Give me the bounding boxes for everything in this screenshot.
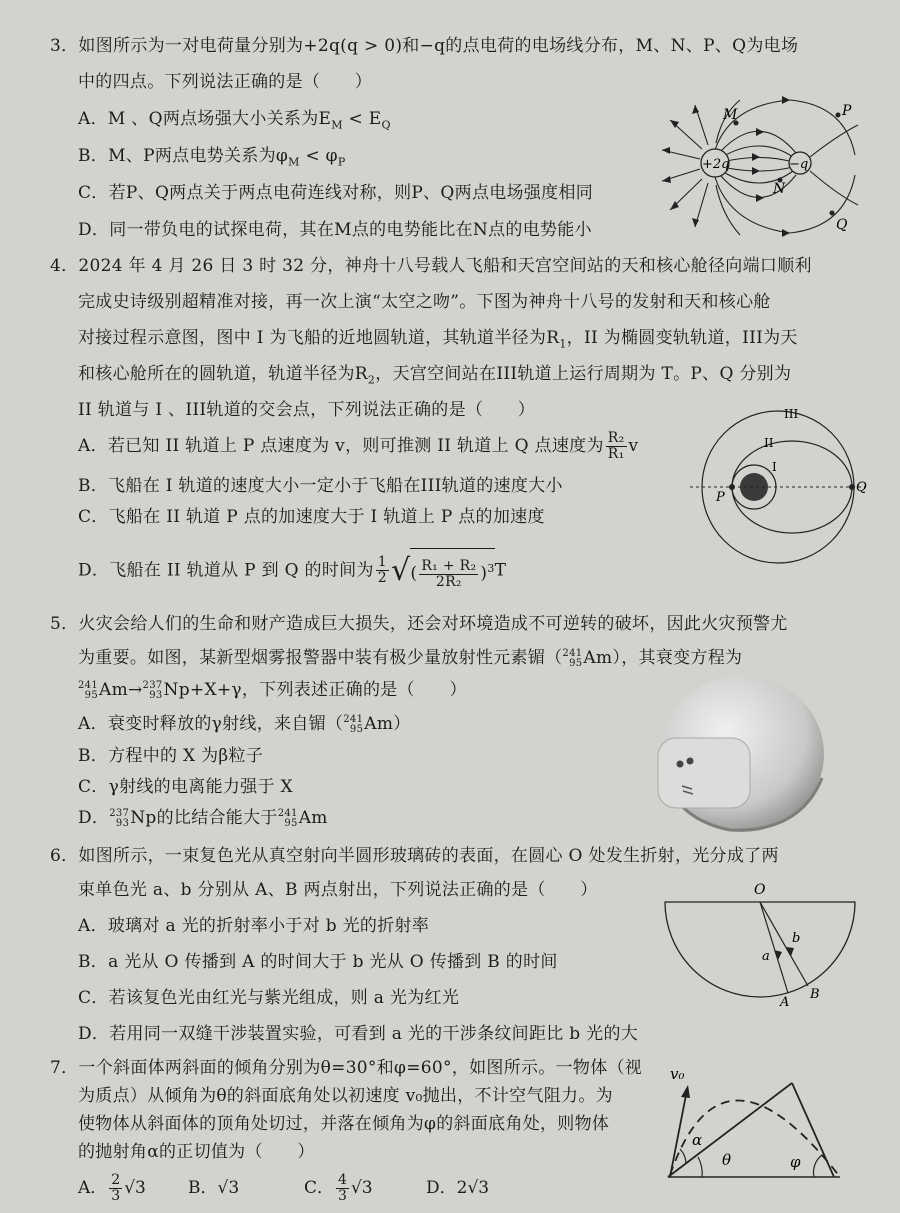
q7-option-d: D．2√3 bbox=[426, 1178, 490, 1198]
q7-option-b: B．√3 bbox=[188, 1178, 240, 1198]
q5-option-c: C．γ射线的电离能力强于 X bbox=[78, 777, 293, 797]
q7-fig-v0-label: v₀ bbox=[670, 1065, 685, 1083]
q4-fig-orbit-i-label: I bbox=[772, 460, 777, 474]
q5-decay-equation: 241 95 Am→ 237 93 Np+X+γ，下列表述正确的是（ ） bbox=[78, 679, 467, 701]
q6-stem-line2: 束单色光 a、b 分别从 A、B 两点射出，下列说法正确的是（ ） bbox=[78, 880, 598, 900]
q4-option-b: B．飞船在 I 轨道的速度大小一定小于飞船在III轨道的速度大小 bbox=[78, 476, 563, 496]
q4-option-c: C．飞船在 II 轨道 P 点的加速度大于 I 轨道上 P 点的加速度 bbox=[78, 507, 545, 527]
q4-stem-line2: 完成史诗级别超精准对接，再一次上演“太空之吻”。下图为神舟十八号的发射和天和核心舱 bbox=[78, 292, 771, 312]
q3-option-d: D．同一带负电的试探电荷，其在M点的电势能比在N点的电势能小 bbox=[78, 220, 592, 240]
q3-stem-line1: 3．如图所示为一对电荷量分别为+2q(q > 0)和−q的点电荷的电场线分布，M、N、P、Q为电场 bbox=[50, 36, 799, 56]
q6-option-c: C．若该复色光由红光与紫光组成，则 a 光为红光 bbox=[78, 988, 460, 1008]
q3-fig-q-label: Q bbox=[836, 217, 848, 233]
q4-stem-line5: II 轨道与 I 、III轨道的交会点，下列说法正确的是（ ） bbox=[78, 400, 536, 420]
q7-stem-line2: 为质点）从倾角为θ的斜面底角处以初速度 v₀抛出，不计空气阻力。为 bbox=[78, 1086, 613, 1106]
q4-option-d: D．飞船在 II 轨道从 P 到 Q 的时间为 $\frac{1}{2}$ √( $\frac{\text{R₁ + R₂}}{\text{2R₂}}$ )$^3$T bbox=[78, 548, 506, 594]
q5-smoke-detector-photo bbox=[650, 668, 830, 838]
q4-fig-p-label: P bbox=[716, 490, 725, 505]
q6-option-b: B．a 光从 O 传播到 A 的时间大于 b 光从 O 传播到 B 的时间 bbox=[78, 952, 558, 972]
q6-stem-line1: 6．如图所示，一束复色光从真空射向半圆形玻璃砖的表面，在圆心 O 处发生折射，光分成了两 bbox=[50, 846, 779, 866]
q5-stem-line2: 为重要。如图，某新型烟雾报警器中装有极少量放射性元素镅（ 241 95 Am），其衰变方程为 bbox=[78, 647, 743, 669]
q7-fig-phi-label: φ bbox=[790, 1153, 801, 1171]
q7-option-c: C． $\frac{4}{3}$ √3 bbox=[304, 1172, 373, 1204]
q5-option-a: A．衰变时释放的γ射线，来自镅（ 241 95 Am） bbox=[78, 713, 411, 735]
q4-fig-orbit-ii-label: II bbox=[764, 436, 774, 450]
q5-option-d: D． 237 93 Np的比结合能大于 241 95 Am bbox=[78, 807, 328, 829]
q4-fig-orbit-iii-label: III bbox=[784, 407, 799, 421]
q5-option-b: B．方程中的 X 为β粒子 bbox=[78, 746, 264, 766]
q6-option-a: A．玻璃对 a 光的折射率小于对 b 光的折射率 bbox=[78, 916, 430, 936]
q3-option-c: C．若P、Q两点关于两点电荷连线对称，则P、Q两点电场强度相同 bbox=[78, 183, 594, 203]
q3-fig-m-label: M bbox=[723, 107, 738, 123]
q4-stem-line3: 对接过程示意图，图中 I 为飞船的近地圆轨道，其轨道半径为$R_1$，II 为椭圆变轨轨道，III为天 bbox=[78, 328, 798, 351]
q4-stem-line4: 和核心舱所在的圆轨道，轨道半径为$R_2$，天宫空间站在III轨道上运行周期为 T。P、Q 分别为 bbox=[78, 364, 792, 387]
q6-fig-A-label: A bbox=[780, 995, 790, 1010]
q6-fig-b-ray-label: b bbox=[792, 931, 801, 946]
q4-orbit-figure bbox=[680, 405, 875, 565]
q6-option-d: D．若用同一双缝干涉装置实验，可看到 a 光的干涉条纹间距比 b 光的大 bbox=[78, 1024, 639, 1044]
q3-field-line-figure bbox=[660, 95, 865, 240]
q7-fig-theta-label: θ bbox=[722, 1151, 732, 1169]
q3-fig-n-label: N bbox=[773, 181, 786, 197]
q3-fig-p-label: P bbox=[842, 103, 852, 119]
q4-d-half: $\frac{1}{2}$ bbox=[377, 554, 387, 587]
q6-fig-o-label: O bbox=[754, 882, 766, 898]
q6-fig-a-ray-label: a bbox=[762, 949, 770, 964]
q3-option-a: A．M 、Q两点场强大小关系为$E_M < E_Q$ bbox=[78, 109, 391, 132]
q6-fig-B-label: B bbox=[810, 987, 820, 1002]
q3-fig-pos-charge-label: +2q bbox=[702, 157, 730, 172]
q4-fig-q-label: Q bbox=[856, 480, 867, 495]
q7-option-a: A． $\frac{2}{3}$ √3 bbox=[78, 1172, 146, 1204]
q4-stem-line1: 4．2024 年 4 月 26 日 3 时 32 分，神舟十八号载人飞船和天宫空间站的天和核心舱径向端口顺利 bbox=[50, 256, 812, 276]
q7-stem-line1: 7．一个斜面体两斜面的倾角分别为θ=30°和φ=60°，如图所示。一物体（视 bbox=[50, 1058, 643, 1078]
q7-stem-line3: 使物体从斜面体的顶角处切过，并落在倾角为φ的斜面底角处，则物体 bbox=[78, 1114, 610, 1134]
q7-fig-alpha-label: α bbox=[692, 1131, 703, 1149]
q6-semicircle-glass-figure bbox=[660, 880, 860, 1010]
q4-a-fraction: $\frac{\text{R₂}}{\text{R₁}}$ bbox=[607, 430, 625, 462]
q3-stem-line2: 中的四点。下列说法正确的是（ ） bbox=[78, 72, 373, 92]
q7-incline-projectile-figure bbox=[662, 1055, 847, 1185]
q4-option-a: A．若已知 II 轨道上 P 点速度为 v，则可推测 II 轨道上 Q 点速度为 $\frac{\text{R₂}}{\text{R₁}}$ v bbox=[78, 430, 639, 462]
q4-d-inner-fraction: $\frac{\text{R₁ + R₂}}{\text{2R₂}}$ bbox=[421, 557, 477, 590]
q7-stem-line4: 的抛射角α的正切值为（ ） bbox=[78, 1142, 315, 1162]
q3-fig-neg-charge-label: −q bbox=[789, 157, 809, 172]
q3-option-b: B．M、P两点电势关系为$\varphi_M < \varphi_P$ bbox=[78, 146, 346, 169]
q5-stem-line1: 5．火灾会给人们的生命和财产造成巨大损失，还会对环境造成不可逆转的破坏，因此火灾预警尤 bbox=[50, 614, 788, 634]
